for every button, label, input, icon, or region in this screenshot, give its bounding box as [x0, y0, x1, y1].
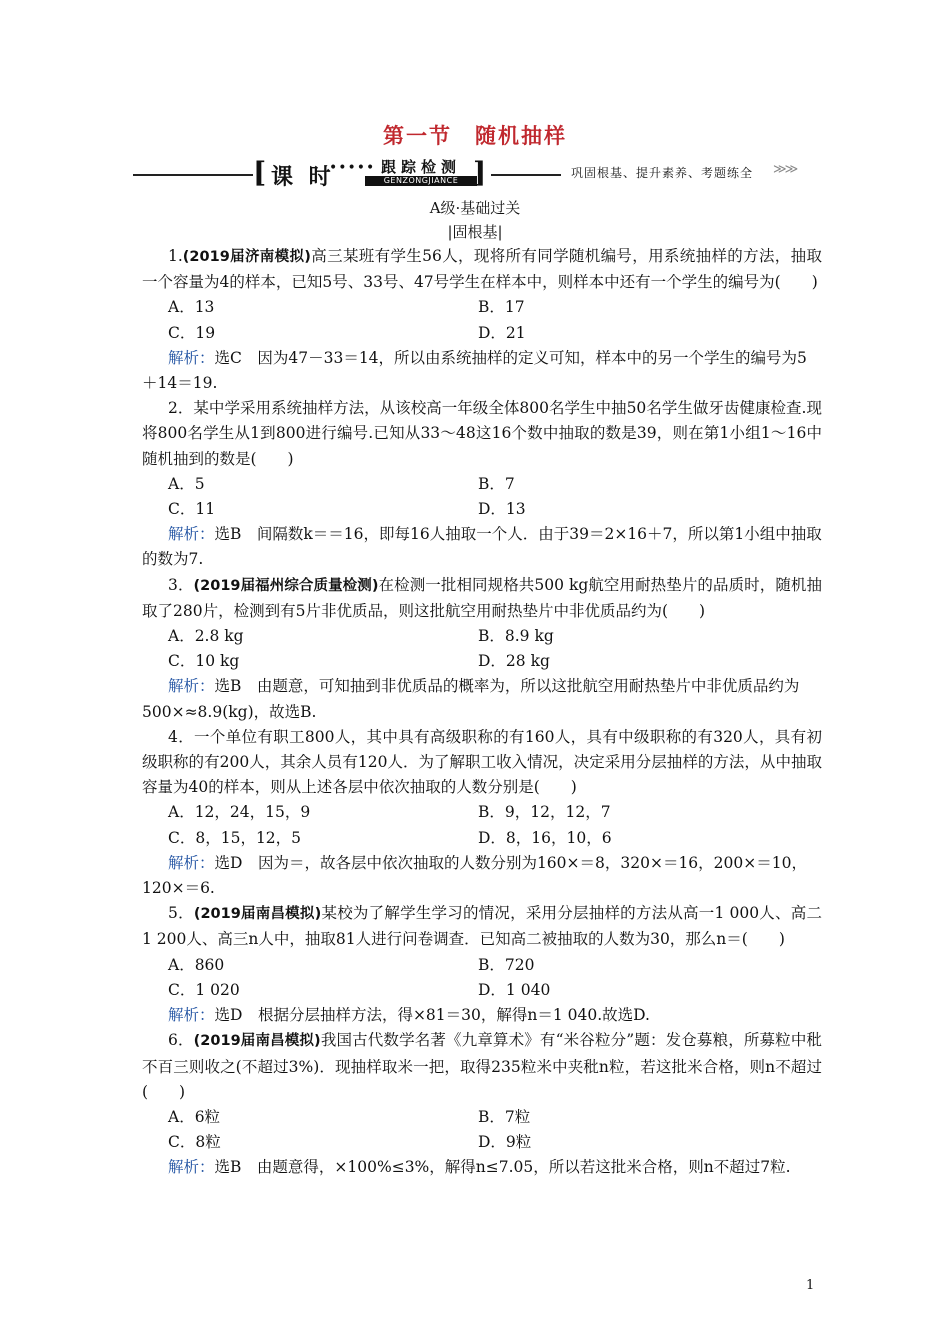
page-number: 1	[806, 1278, 815, 1293]
option-row	[142, 978, 822, 1003]
option-row	[142, 1130, 822, 1155]
option-d: D．1 040	[478, 980, 551, 999]
question-item	[142, 901, 822, 1028]
question-stem	[142, 725, 822, 801]
option-a: A．6粒	[168, 1107, 221, 1126]
question-item	[142, 573, 822, 725]
analysis	[142, 346, 822, 396]
question-number: 5．	[168, 904, 194, 923]
question-stem	[142, 244, 822, 295]
option-a: A．860	[168, 955, 225, 974]
analysis-text: 选B 由题意得，×100%≤3%，解得n≤7.05，所以若这批米合格，则n不超过7粒.	[214, 1158, 791, 1177]
option-c: C．8，15，12，5	[168, 828, 302, 847]
option-a: A．2.8 kg	[168, 627, 244, 646]
question-text: 一个单位有职工800人，其中具有高级职称的有160人，具有中级职称的有320人，具有初级职称的有200人，其余人员有120人．为了解职工收入情况，决定采用分层抽样的方法，从中抽取容量为40的样本，则从上述各层中依次抽取的人数分别是( )	[142, 727, 822, 797]
option-b: B．9，12，12，7	[478, 803, 611, 822]
banner-rule-right	[491, 174, 561, 176]
banner-genzong-box	[365, 159, 477, 187]
option-row	[142, 472, 822, 497]
analysis-label: 解析：	[168, 348, 215, 367]
banner-genzong: 跟踪检测	[380, 158, 461, 176]
analysis	[142, 851, 822, 901]
question-number: 4．	[168, 727, 195, 746]
option-a: A．5	[168, 474, 205, 493]
question-text: 高三某班有学生56人，现将所有同学随机编号，用系统抽样的方法，抽取一个容量为4的样本，已知5号、33号、47号学生在样本中，则样本中还有一个学生的编号为( )	[142, 247, 822, 292]
analysis-text: 选B 由题意，可知抽到非优质品的概率为，所以这批航空用耐热垫片中非优质品约为500×≈8.9(kg)，故选B.	[142, 677, 800, 721]
question-source: (2019届南昌模拟)	[193, 1033, 321, 1050]
question-number: 3．	[168, 575, 194, 594]
question-source: (2019届福州综合质量检测)	[193, 577, 379, 594]
analysis-label: 解析：	[168, 853, 215, 872]
analysis	[142, 674, 822, 724]
banner-keshi: 课 时	[271, 164, 335, 190]
analysis-label: 解析：	[168, 1006, 215, 1025]
option-row	[142, 624, 822, 649]
banner-dots: •••••	[329, 160, 376, 176]
option-c: C．11	[168, 500, 216, 519]
question-stem	[142, 901, 822, 952]
option-row	[142, 321, 822, 346]
question-item	[142, 396, 822, 572]
question-source: (2019届南昌模拟)	[193, 906, 322, 923]
option-row	[142, 649, 822, 674]
question-item	[142, 725, 822, 901]
lesson-banner	[133, 158, 823, 190]
banner-rule-left	[133, 174, 253, 176]
analysis	[142, 1003, 822, 1028]
option-row	[142, 497, 822, 522]
question-list	[142, 244, 822, 1181]
analysis-label: 解析：	[168, 525, 215, 544]
option-c: C．19	[168, 323, 216, 342]
analysis-label: 解析：	[168, 677, 215, 696]
option-d: D．8，16，10，6	[478, 828, 612, 847]
analysis-text: 选D 根据分层抽样方法，得×81＝30，解得n＝1 040.故选D.	[214, 1006, 650, 1025]
option-row	[142, 295, 822, 320]
analysis-text: 选D 因为＝，故各层中依次抽取的人数分别为160×＝8，320×＝16，200×＝10，120×＝6.	[142, 853, 807, 898]
banner-slogan: 巩固根基、提升素养、考题练全	[571, 166, 754, 180]
question-stem	[142, 1028, 822, 1105]
option-a: A．12，24，15，9	[168, 803, 311, 822]
question-text: 某校为了解学生学习的情况，采用分层抽样的方法从高一1 000人、高二1 200人、高三n人中，抽取81人进行问卷调查．已知高二被抽取的人数为30，那么n＝( )	[142, 904, 822, 949]
option-row	[142, 1105, 822, 1130]
question-item	[142, 244, 822, 396]
sub-heading: |固根基|	[447, 223, 503, 241]
banner-left-bracket: [	[253, 156, 267, 189]
analysis-label: 解析：	[168, 1158, 215, 1177]
option-b: B．7	[478, 474, 515, 493]
question-source: (2019届济南模拟)	[182, 249, 311, 265]
option-d: D．21	[478, 323, 526, 342]
option-b: B．8.9 kg	[478, 627, 554, 646]
analysis	[142, 522, 822, 572]
option-row	[142, 800, 822, 825]
option-row	[142, 826, 822, 851]
option-b: B．17	[478, 298, 525, 317]
question-number: 1.	[168, 247, 183, 265]
option-c: C．10 kg	[168, 652, 240, 671]
question-item	[142, 1028, 822, 1180]
option-c: C．1 020	[168, 980, 240, 999]
question-stem	[142, 396, 822, 472]
question-number: 2．	[168, 399, 194, 418]
option-d: D．13	[478, 500, 526, 519]
analysis-text: 选C 因为47－33＝14，所以由系统抽样的定义可知，样本中的另一个学生的编号为5＋14＝19.	[142, 348, 807, 393]
question-text: 我国古代数学名著《九章算术》有“米谷粒分”题：发仓募粮，所募粒中秕不百三则收之(不超过3%)．现抽样取米一把，取得235粒米中夹秕n粒，若这批米合格，则n不超过( )	[142, 1031, 822, 1101]
option-b: B．720	[478, 955, 535, 974]
option-row	[142, 953, 822, 978]
question-text: 某中学采用系统抽样方法，从该校高一年级全体800名学生中抽50名学生做牙齿健康检查.现将800名学生从1到800进行编号.已知从33～48这16个数中抽取的数是39，则在第1小组1～16中随机抽到的数是( )	[142, 399, 822, 468]
question-text: 在检测一批相同规格共500 kg航空用耐热垫片的品质时，随机抽取了280片，检测到有5片非优质品，则这批航空用耐热垫片中非优质品约为( )	[142, 575, 822, 620]
analysis	[142, 1155, 822, 1180]
option-c: C．8粒	[168, 1133, 221, 1152]
analysis-text: 选B 间隔数k＝＝16，即每16人抽取一个人．由于39＝2×16＋7，所以第1小组中抽取的数为7.	[142, 525, 822, 569]
option-a: A．13	[168, 298, 215, 317]
question-stem	[142, 573, 822, 624]
option-b: B．7粒	[478, 1107, 531, 1126]
banner-right-bracket: ]	[473, 156, 487, 189]
option-d: D．28 kg	[478, 652, 550, 671]
level-heading: A级·基础过关	[429, 199, 521, 217]
section-title: 第一节 随机抽样	[383, 123, 567, 148]
question-number: 6．	[168, 1031, 194, 1050]
option-d: D．9粒	[478, 1133, 532, 1152]
banner-genzong-en: GENZONGJIANCE	[365, 176, 477, 186]
double-chevron-icon: ≫≫	[773, 162, 797, 177]
